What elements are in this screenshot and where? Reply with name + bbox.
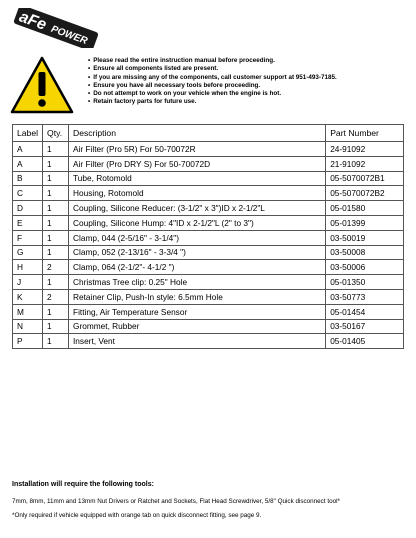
cell-qty: 1 [43,201,69,216]
cell-part-number: 21-91092 [326,156,404,171]
cell-description: Coupling, Silicone Reducer: (3-1/2" x 3")ID x 2-1/2"L [69,201,326,216]
cell-description: Clamp, 064 (2-1/2"- 4-1/2 ") [69,260,326,275]
cell-part-number: 05-5070072B1 [326,171,404,186]
cell-qty: 1 [43,245,69,260]
cell-label: A [13,156,43,171]
cell-part-number: 03-50773 [326,289,404,304]
table-row [13,245,404,260]
notice-item: • Do not attempt to work on your vehicle when the engine is hot. [88,90,408,98]
header-part-number: Part Number [326,125,404,142]
table-row [13,230,404,245]
cell-part-number: 03-50006 [326,260,404,275]
table-row [13,156,404,171]
cell-description: Clamp, 052 (2-13/16" - 3-3/4 ") [69,245,326,260]
table-row [13,319,404,334]
cell-qty: 1 [43,334,69,349]
svg-text:POWER: POWER [49,23,89,48]
cell-label: A [13,142,43,157]
cell-part-number: 03-50019 [326,230,404,245]
svg-text:aFe: aFe [16,8,49,34]
cell-description: Tube, Rotomold [69,171,326,186]
cell-description: Air Filter (Pro 5R) For 50-70072R [69,142,326,157]
cell-label: P [13,334,43,349]
cell-part-number: 03-50167 [326,319,404,334]
cell-qty: 1 [43,230,69,245]
cell-description: Housing, Rotomold [69,186,326,201]
table-row [13,334,404,349]
cell-description: Insert, Vent [69,334,326,349]
tools-list: 7mm, 8mm, 11mm and 13mm Nut Drivers or Ratchet and Sockets, Flat Head Screwdriver, 5/8" Quick disconnect tool* [12,498,340,505]
cell-label: J [13,275,43,290]
afe-power-logo [10,8,102,48]
cell-qty: 2 [43,289,69,304]
header-qty: Qty. [43,125,69,142]
table-row [13,201,404,216]
safety-notice-list [88,57,408,107]
notice-item: • Retain factory parts for future use. [88,98,408,106]
cell-description: Coupling, Silicone Hump: 4"ID x 2-1/2"L (2" to 3") [69,215,326,230]
cell-part-number: 05-01399 [326,215,404,230]
cell-qty: 1 [43,186,69,201]
cell-description: Clamp, 044 (2-5/16" - 3-1/4") [69,230,326,245]
header-label: Label [13,125,43,142]
cell-description: Air Filter (Pro DRY S) For 50-70072D [69,156,326,171]
notice-item: • If you are missing any of the components, call customer support at 951-493-7185. [88,74,408,82]
cell-label: D [13,201,43,216]
header-description: Description [69,125,326,142]
cell-label: C [13,186,43,201]
table-header-row [13,125,404,142]
cell-qty: 1 [43,319,69,334]
cell-part-number: 24-91092 [326,142,404,157]
cell-qty: 1 [43,275,69,290]
cell-qty: 1 [43,142,69,157]
cell-description: Retainer Clip, Push-In style: 6.5mm Hole [69,289,326,304]
table-row [13,275,404,290]
cell-qty: 1 [43,171,69,186]
table-row [13,304,404,319]
cell-description: Fitting, Air Temperature Sensor [69,304,326,319]
table-row [13,260,404,275]
cell-part-number: 05-01405 [326,334,404,349]
cell-label: N [13,319,43,334]
table-row [13,171,404,186]
notice-item: • Ensure all components listed are present. [88,65,408,73]
tools-heading: Installation will require the following tools: [12,481,154,488]
table-row [13,289,404,304]
cell-description: Christmas Tree clip: 0.25" Hole [69,275,326,290]
cell-label: E [13,215,43,230]
cell-label: B [13,171,43,186]
cell-label: K [13,289,43,304]
cell-part-number: 05-01350 [326,275,404,290]
cell-qty: 2 [43,260,69,275]
cell-description: Grommet, Rubber [69,319,326,334]
table-row [13,142,404,157]
warning-triangle-icon [10,55,74,115]
cell-label: H [13,260,43,275]
cell-part-number: 03-50008 [326,245,404,260]
table-row [13,215,404,230]
cell-label: F [13,230,43,245]
cell-label: G [13,245,43,260]
tools-footnote: *Only required if vehicle equipped with orange tab on quick disconnect fitting, see page 9. [12,512,262,519]
parts-list-table [12,124,404,349]
cell-qty: 1 [43,304,69,319]
cell-label: M [13,304,43,319]
table-row [13,186,404,201]
cell-part-number: 05-01580 [326,201,404,216]
cell-qty: 1 [43,215,69,230]
cell-part-number: 05-5070072B2 [326,186,404,201]
cell-part-number: 05-01454 [326,304,404,319]
notice-item: • Ensure you have all necessary tools before proceeding. [88,82,408,90]
notice-item: • Please read the entire instruction manual before proceeding. [88,57,408,65]
parts-table-body [13,142,404,349]
cell-qty: 1 [43,156,69,171]
